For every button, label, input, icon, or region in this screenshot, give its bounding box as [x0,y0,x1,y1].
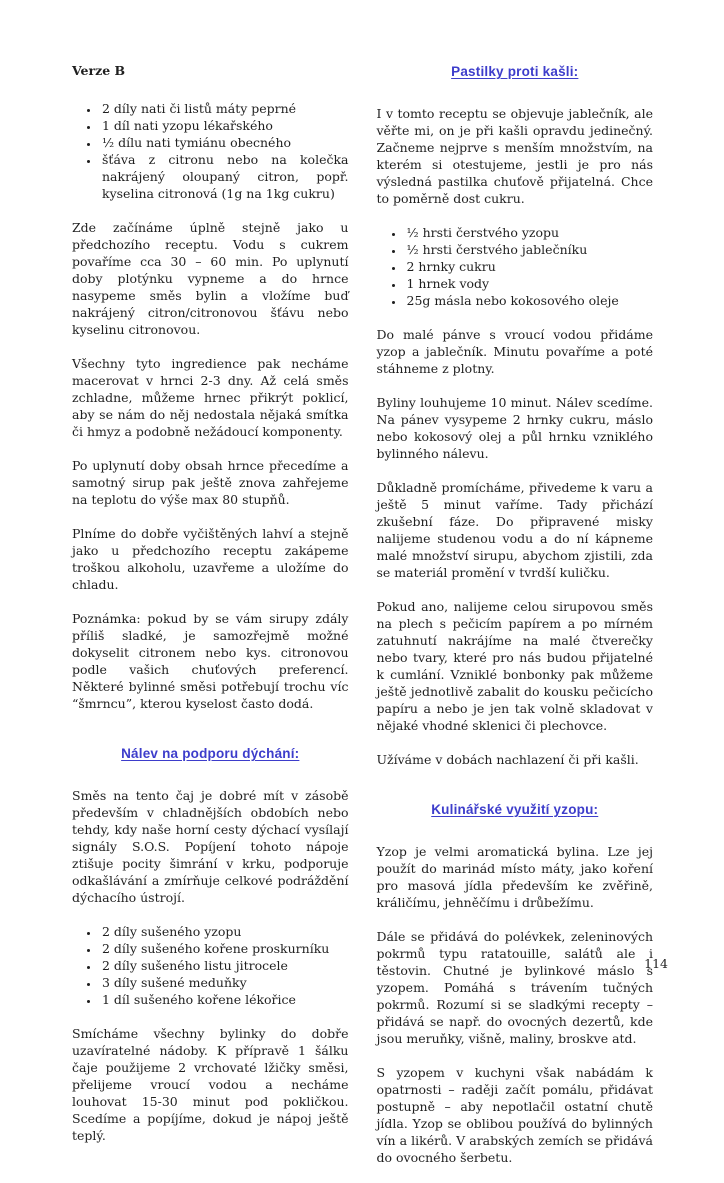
paragraph: Směs na tento čaj je dobré mít v zásobě především v chladnějších obdobích nebo tehdy, kdy naše horní cesty dýchací vysílají signály S.O.S. Popíjení tohoto nápoje ztišuje pocity šimrání v krku, podporuje odkašlávání a zmírňuje celkové podráždění dýchacího ústrojí. [72,788,349,905]
paragraph: Užíváme v dobách nachlazení či při kašli. [376,752,639,767]
paragraph-note: Poznámka: pokud by se vám sirupy zdály příliš sladké, je samozřejmě možné dokyselit citronem nebo kys. citronovou podle vašich chuťových preferencí. Některé bylinné směsi potřebují trochu víc “šmrncu”, kterou kyselost často dodá. [72,611,349,711]
list-item: • ½ dílu nati tymiánu obecného [100,134,349,151]
list-item: • 1 hrnek vody [405,275,654,292]
section-heading-breathing-infusion: Nálev na podporu dýchání: [121,746,300,761]
paragraph: Pokud ano, nalijeme celou sirupovou směs na plech s pečicím papírem a po mírném zatuhnutí nakrájíme na malé čtverečky nebo tvary, které pro nás budou přijatelné k cumlání. Vzniklé bonbonky pak můžeme ještě jednotlivě zabalit do kousku pečicícho papíru a nebo je jen tak volně skladovat v nějaké vhodné sklenici či plechovce. [376,599,653,733]
list-item: • 2 hrnky cukru [405,258,654,275]
paragraph: Byliny louhujeme 10 minut. Nálev scedíme. Na pánev vysypeme 2 hrnky cukru, máslo nebo kokosový olej a půl hrnku vzniklého bylinného nálevu. [376,395,653,461]
list-item: • 25g másla nebo kokosového oleje [405,292,654,309]
ingredient-list-tea [72,923,349,1008]
paragraph: Po uplynutí doby obsah hrnce přecedíme a samotný sirup pak ještě znova zahřejeme na teplotu do výše max 80 stupňů. [72,458,349,507]
paragraph: Všechny tyto ingredience pak necháme macerovat v hrnci 2-3 dny. Až celá směs zchladne, můžeme hrnec přikrýt poklicí, aby se nám do něj nedostala nějaká smítka či hmyz a podobně nežádoucí komponenty. [72,356,349,439]
right-column [377,62,654,1183]
list-item: • ½ hrsti čerstvého yzopu [405,224,654,241]
paragraph: I v tomto receptu se objevuje jablečník, ale věřte mi, on je při kašli opravdu jedinečný. Začneme nejprve s menším množstvím, na kterém si otestujeme, jestli je pro nás výsledná pastilka chuťově přijatelná. Chce to poměrně dost cukru. [376,106,653,206]
section-heading-cough-pastilles: Pastilky proti kašli: [451,64,579,79]
list-item: • 1 díl sušeného kořene lékořice [100,991,349,1008]
ingredient-list-pastilles [377,224,654,309]
paragraph: Zde začínáme úplně stejně jako u předchozího receptu. Vodu s cukrem povaříme cca 30 – 60 min. Po uplynutí doby plotýnku vypneme a do hrnce nasypeme směs bylin a vložíme buď nakrájený citron/citronovou šťávu nebo kyselinu citronovou. [72,220,349,337]
left-column [72,62,349,1183]
list-item: • 2 díly sušeného yzopu [100,923,349,940]
list-item: • 2 díly sušeného listu jitrocele [100,957,349,974]
ingredient-list-syrup [72,100,349,202]
page-number: 114 [644,956,668,971]
list-item: • 2 díly sušeného kořene proskurníku [100,940,349,957]
list-item: • 3 díly sušené meduňky [100,974,349,991]
list-item: • 1 díl nati yzopu lékařského [100,117,349,134]
paragraph: Důkladně promícháme, přivedeme k varu a ještě 5 minut vaříme. Tady přichází zkušební fáze. Do připravené misky nalijeme studenou vodu a do ní kápneme malé množství sirupu, abychom zjistili, zda se materiál promění v tvrdší kuličku. [376,480,653,580]
paragraph: Smícháme všechny bylinky do dobře uzavíratelné nádoby. K přípravě 1 šálku čaje použijeme 2 vrchovaté lžičky směsi, přelijeme vroucí vodou a necháme louhovat 15-30 minut pod pokličkou. Scedíme a popíjíme, dokud je nápoj ještě teplý. [72,1026,349,1143]
paragraph: Yzop je velmi aromatická bylina. Lze jej použít do marinád místo máty, jako koření pro masová jídla především ke zvěřině, králičímu, jehněčímu i drůbežímu. [376,844,653,910]
paragraph: Do malé pánve s vroucí vodou přidáme yzop a jablečník. Minutu povaříme a poté stáhneme z plotny. [376,327,653,376]
list-item: • 2 díly nati či listů máty peprné [100,100,349,117]
list-item: • ½ hrsti čerstvého jablečníku [405,241,654,258]
section-heading-culinary-use: Kulinářské využití yzopu: [431,802,599,817]
paragraph: Plníme do dobře vyčištěných lahví a stejně jako u předchozího receptu zakápeme troškou alkoholu, uzavřeme a uložíme do chladu. [72,526,349,592]
version-subtitle: Verze B [72,63,126,78]
paragraph: S yzopem v kuchyni však nabádám k opatrnosti – raději začít pomálu, přidávat postupně – aby nepotlačil ostatní chutě jídla. Yzop se oblibou používá do bylinných vín a likérů. V arabských zemích se přidává do ovocného šerbetu. [376,1065,653,1165]
paragraph: Dále se přidává do polévkek, zeleninových pokrmů typu ratatouille, salátů ale i těstovin. Chutné je bylinkové máslo s yzopem. Pomáhá s trávením tučných pokrmů. Rozumí si se sladkými recepty – přidává se např. do ovocných dezertů, kde jsou meruňky, višně, maliny, broskve atd. [376,929,653,1046]
list-item: • šťáva z citronu nebo na kolečka nakrájený oloupaný citron, popř. kyselina citronová (1g na 1kg cukru) [100,151,349,202]
